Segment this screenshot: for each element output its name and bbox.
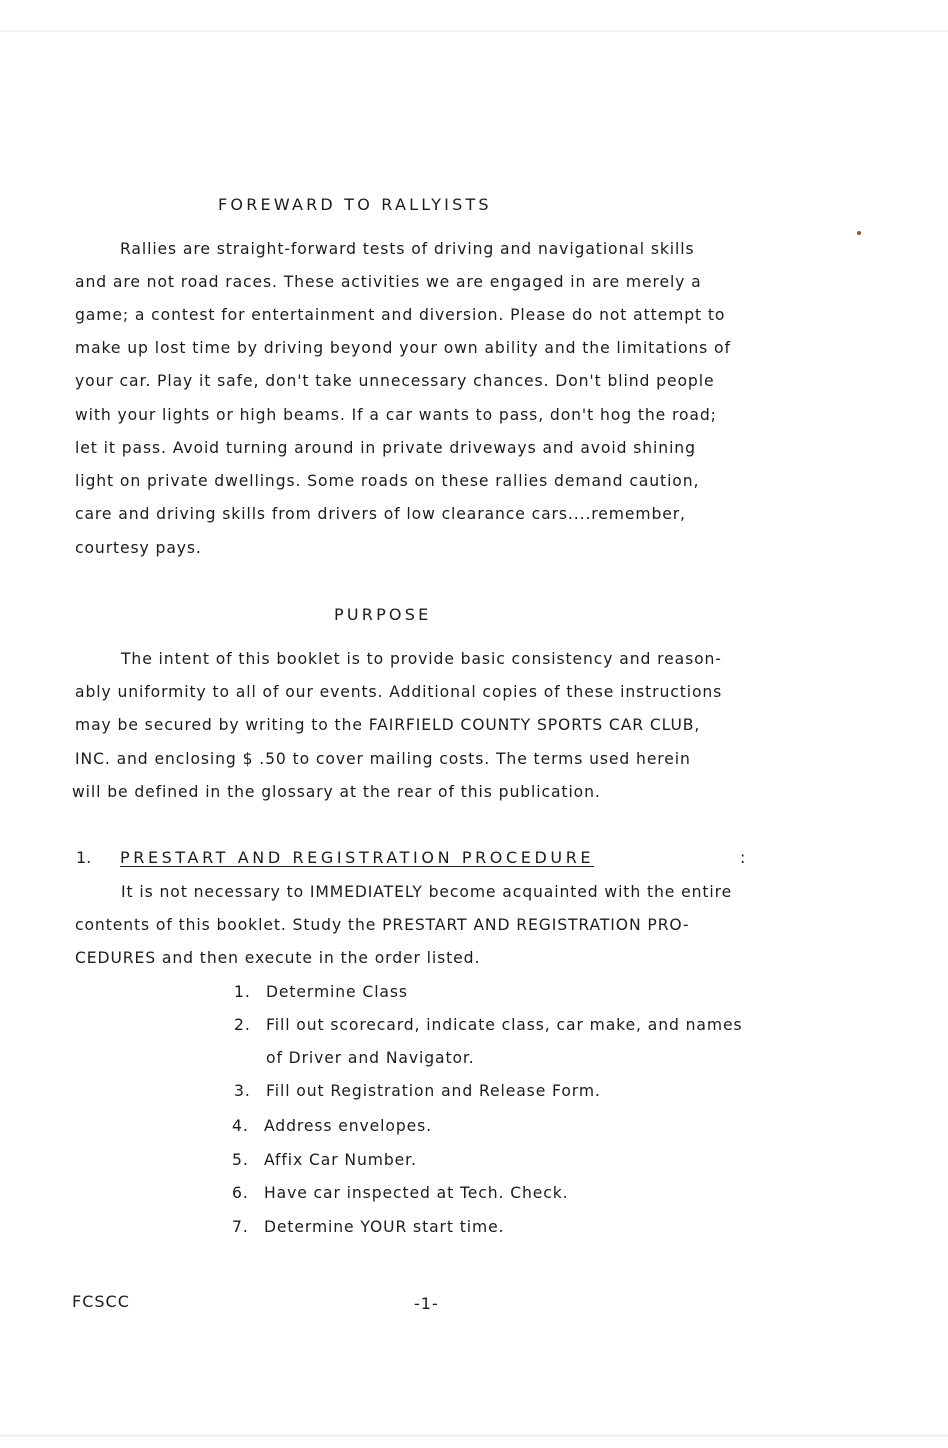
list-item-number: 1.: [234, 983, 251, 1001]
foreword-line: light on private dwellings. Some roads on these rallies demand caution,: [75, 472, 700, 490]
foreword-line: game; a contest for entertainment and diversion. Please do not attempt to: [75, 306, 726, 324]
list-item-text: Affix Car Number.: [264, 1151, 417, 1169]
section-number: 1.: [76, 848, 92, 867]
foreword-line: let it pass. Avoid turning around in private driveways and avoid shining: [75, 439, 696, 457]
foreword-line: make up lost time by driving beyond your own ability and the limitations of: [75, 339, 731, 357]
purpose-heading: PURPOSE: [334, 605, 432, 624]
foreword-line: courtesy pays.: [75, 539, 202, 557]
list-item-number: 7.: [232, 1218, 249, 1236]
page-number: -1-: [414, 1294, 439, 1313]
section-title: PRESTART AND REGISTRATION PROCEDURE: [120, 848, 595, 867]
section-intro-line: It is not necessary to IMMEDIATELY become acquainted with the entire: [121, 883, 733, 901]
list-item: [234, 1048, 475, 1068]
list-item: [234, 1015, 743, 1035]
list-item-text: Fill out Registration and Release Form.: [266, 1082, 601, 1100]
list-item-number: 6.: [232, 1184, 249, 1202]
scan-edge-top: [0, 30, 948, 32]
purpose-line: INC. and enclosing $ .50 to cover mailing costs. The terms used herein: [75, 750, 691, 768]
list-item: [232, 1116, 432, 1136]
list-item-text: Determine YOUR start time.: [264, 1218, 505, 1236]
purpose-line: ably uniformity to all of our events. Additional copies of these instructions: [75, 683, 723, 701]
list-item-text: Fill out scorecard, indicate class, car make, and names: [266, 1016, 743, 1034]
list-item-number: 3.: [234, 1082, 251, 1100]
purpose-line: may be secured by writing to the FAIRFIELD COUNTY SPORTS CAR CLUB,: [75, 716, 701, 734]
foreword-line: your car. Play it safe, don't take unnecessary chances. Don't blind people: [75, 372, 715, 390]
section-intro-line: contents of this booklet. Study the PRESTART AND REGISTRATION PRO-: [75, 916, 690, 934]
list-item-text: Determine Class: [266, 983, 408, 1001]
foreword-line: care and driving skills from drivers of low clearance cars....remember,: [75, 505, 686, 523]
scan-edge-bottom: [0, 1434, 948, 1437]
section-title-colon: :: [740, 848, 746, 867]
foreword-line: with your lights or high beams. If a car wants to pass, don't hog the road;: [75, 406, 717, 424]
list-item: [234, 1081, 601, 1101]
purpose-line: will be defined in the glossary at the rear of this publication.: [72, 783, 601, 801]
list-item-text: Have car inspected at Tech. Check.: [264, 1184, 569, 1202]
footer-org: FCSCC: [72, 1292, 130, 1311]
list-item-number: 5.: [232, 1151, 249, 1169]
foreword-line: and are not road races. These activities we are engaged in are merely a: [75, 273, 702, 291]
foreword-line: Rallies are straight-forward tests of driving and navigational skills: [120, 240, 695, 258]
list-item-number: 2.: [234, 1016, 251, 1034]
scan-speck: [857, 231, 861, 235]
purpose-line: The intent of this booklet is to provide basic consistency and reason-: [121, 650, 722, 668]
list-item: [232, 1183, 569, 1203]
list-item: [234, 982, 408, 1002]
list-item-number: 4.: [232, 1117, 249, 1135]
list-item: [232, 1217, 504, 1237]
list-item-text: of Driver and Navigator.: [266, 1049, 475, 1067]
list-item: [232, 1150, 417, 1170]
section-intro-line: CEDURES and then execute in the order listed.: [75, 949, 481, 967]
list-item-text: Address envelopes.: [264, 1117, 433, 1135]
foreword-heading: FOREWARD TO RALLYISTS: [218, 195, 492, 214]
